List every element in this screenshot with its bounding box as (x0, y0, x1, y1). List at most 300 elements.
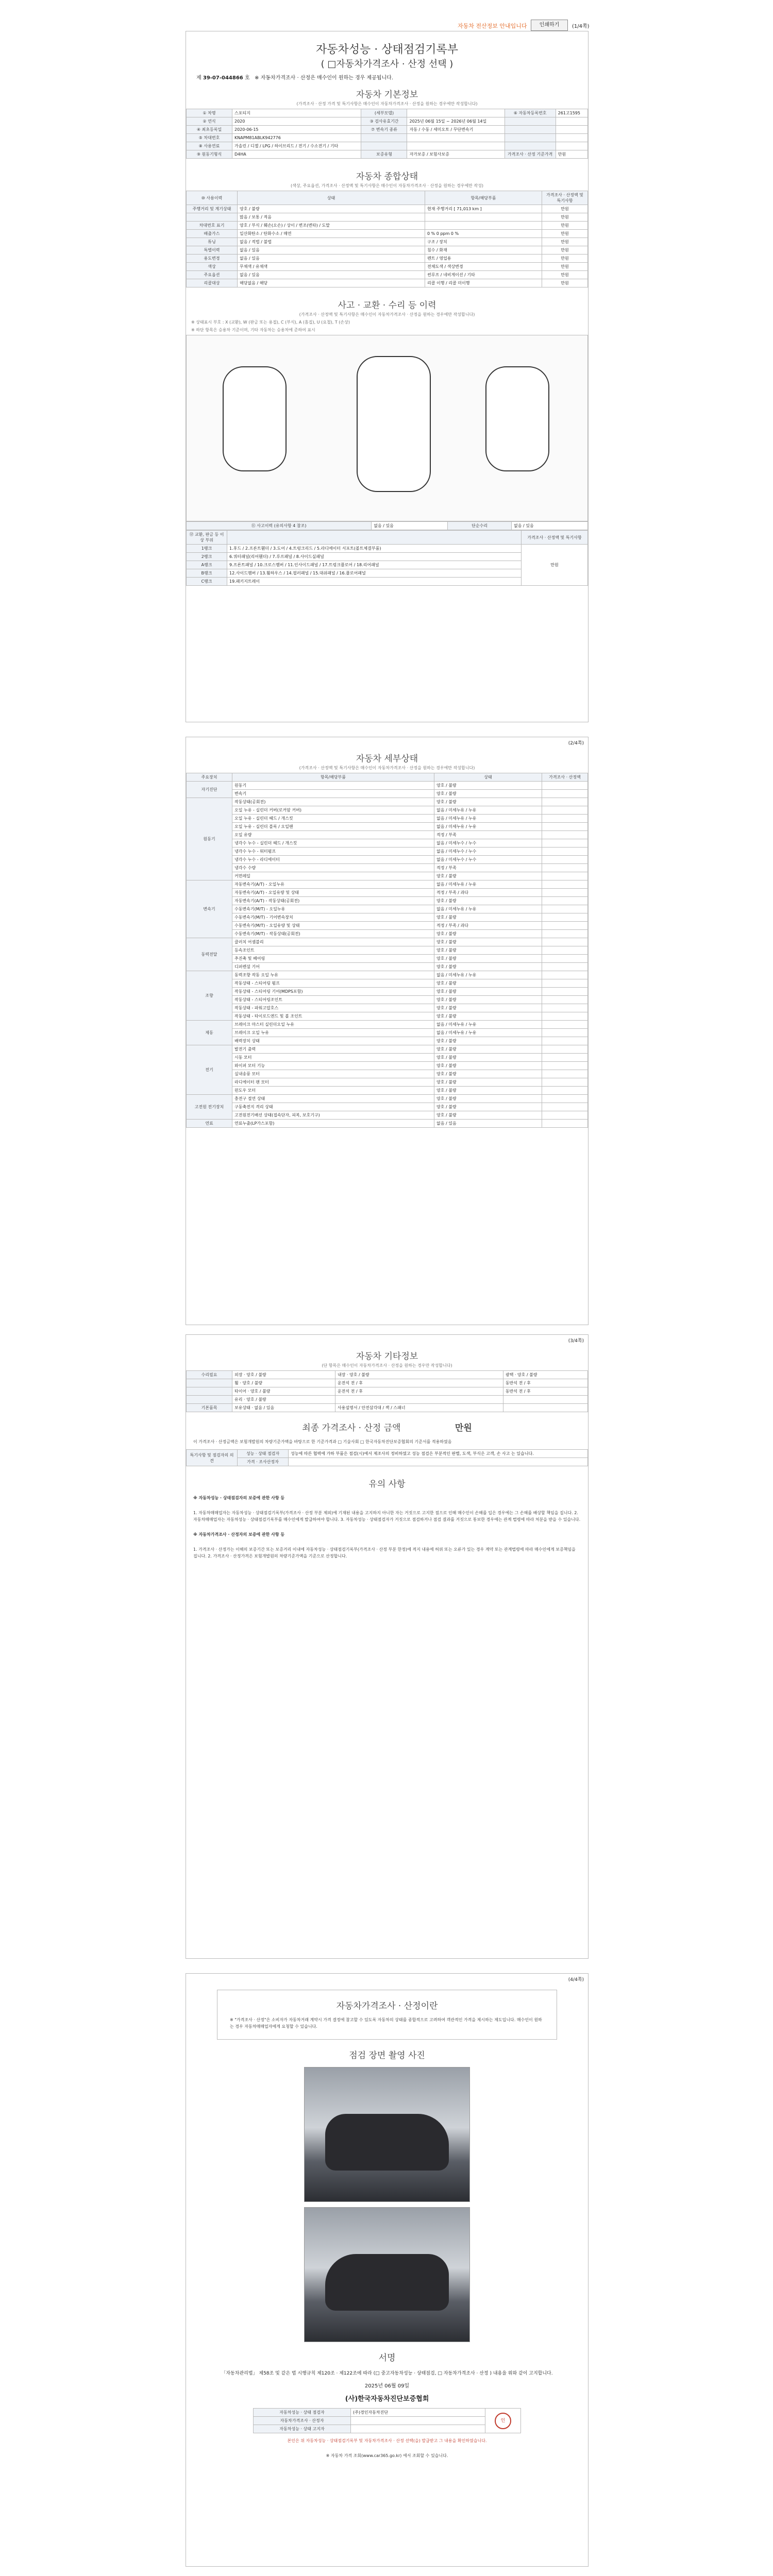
parts-rank: C랭크 (187, 578, 227, 586)
detail-price (542, 996, 588, 1004)
other-sub: (단 항목은 매수인이 자동차가격조사 · 산정을 원하는 경우만 작성합니다) (322, 1363, 452, 1368)
notes-body-1: 1. 자동차매매업자는 자동차성능 · 상태점검기록부(가격조사 · 산정 부분 제외)에 기재된 내용을 고지하지 아니한 자는 거짓으로 고지한 점으로 인해 매수인이 손해를 입은 경우에는 그 손해를 배상할 책임을 집니다. 2. 자동차매매업자는 자동차성능 · 상태점검기록부를 매수인에게 발급하여야 합니다. 3. 자동차성능 · 상태점검자가 거짓으로 점검하거나 점검 결과를 거짓으로 통보한 경우에는 관계 법령에 따라 처분을 받을 수 있습니다. (193, 1511, 581, 1522)
other-label (187, 1379, 232, 1387)
detail-item: 디퍼렌셜 기어 (232, 963, 434, 971)
detail-group: 전기 (187, 1045, 232, 1095)
price-explain-desc: ※ "가격조사 · 산정"은 소비자가 자동차거래 계약시 가격 결정에 참고할 수 있도록 자동차의 상태를 종합적으로 고려하여 객관적인 가격을 제시하는 제도입니다. 매수인이 원하는 경우 자동차매매업자에게 요청할 수 있습니다. (230, 2018, 542, 2029)
accident-legend: ※ 상태표시 부호 : X (교환), W (판금 또는 용접), C (부식), A (흠집), U (요철), T (손상) (191, 320, 350, 325)
detail-item: 추진축 및 베어링 (232, 955, 434, 963)
detail-price (542, 848, 588, 856)
official-stamp-icon: 인 (495, 2413, 511, 2429)
print-button[interactable]: 인쇄하기 (531, 20, 568, 31)
other-row (187, 1387, 588, 1396)
basic-label: ⑤ 차대번호 (187, 134, 232, 142)
detail-item: 냉각수 누수 - 실린더 헤드 / 개스킷 (232, 839, 434, 848)
basic-value-2: 2025년 06월 15일 ~ 2026년 06월 14일 (407, 117, 505, 126)
detail-item: 시동 모터 (232, 1054, 434, 1062)
status-item: 색상 (187, 263, 238, 271)
detail-item: 와이퍼 모터 기능 (232, 1062, 434, 1070)
detail-price (542, 988, 588, 996)
other-label: 기본품목 (187, 1404, 232, 1412)
other-a: 보유상태 · 없음 / 있음 (232, 1404, 335, 1412)
accident-table (186, 521, 588, 530)
detail-price (542, 782, 588, 790)
detail-row (187, 798, 588, 806)
detail-item: 연료누출(LP가스포함) (232, 1120, 434, 1128)
other-label (187, 1396, 232, 1404)
status-state: 없음 / 있음 (238, 255, 425, 263)
basic-value: KNAPM81ABLK942776 (232, 134, 361, 142)
detail-row (187, 946, 588, 955)
inspector-label-2: 성능 · 상태 점검자 (238, 1450, 289, 1458)
detail-row (187, 1095, 588, 1103)
detail-header-cell: 가격조사 · 산정액 (542, 773, 588, 782)
status-price: 만원 (542, 279, 588, 287)
accident-label-2: 단순수리 (448, 522, 512, 530)
other-b: 운전석 전 / 후 (335, 1379, 503, 1387)
detail-item: 오일 누유 - 실린더 커버(로커암 커버) (232, 806, 434, 815)
basic-label-2: ⑦ 변속기 종류 (361, 126, 407, 134)
status-header-cell: 항목/해당부품 (425, 191, 542, 205)
detail-state: 양호 / 불량 (434, 1037, 542, 1045)
detail-row (187, 1029, 588, 1037)
status-state: 없음 / 있음 (238, 271, 425, 279)
footer-note: 본인은 위 자동차성능 · 상태점검기록부 및 자동차가격조사 · 산정 선택(을) 발급받고 그 내용을 확인하였습니다. (287, 2438, 487, 2443)
detail-row (187, 839, 588, 848)
detail-item: 자동변속기(A/T) - 오일유량 및 상태 (232, 889, 434, 897)
detail-group: 원동기 (187, 798, 232, 880)
detail-state: 없음 / 미세누수 / 누수 (434, 856, 542, 864)
detail-state: 양호 / 불량 (434, 938, 542, 946)
detail-price (542, 938, 588, 946)
detail-state: 양호 / 불량 (434, 963, 542, 971)
detail-row (187, 988, 588, 996)
detail-item: 배력장치 상태 (232, 1037, 434, 1045)
inspector-table (186, 1449, 588, 1466)
detail-row (187, 1103, 588, 1111)
detail-state: 없음 / 미세누유 / 누유 (434, 806, 542, 815)
other-b: 내장 · 양호 / 불량 (335, 1371, 503, 1379)
parts-row (187, 545, 588, 553)
status-state: 없음 / 있음 (238, 246, 425, 255)
detail-price (542, 963, 588, 971)
status-title: 자동차 종합상태 (356, 172, 418, 182)
detail-state: 없음 / 미세누수 / 누수 (434, 848, 542, 856)
inspector-label-3: 가격 · 조사산정자 (238, 1458, 289, 1466)
detail-price (542, 1103, 588, 1111)
detail-price (542, 922, 588, 930)
detail-header-cell: 주요장치 (187, 773, 232, 782)
detail-state: 양호 / 불량 (434, 1087, 542, 1095)
parts-table (186, 530, 588, 586)
detail-state: 적정 / 부족 / 과다 (434, 922, 542, 930)
detail-item: 오일 유량 (232, 831, 434, 839)
detail-item: 냉각수 누수 - 워터펌프 (232, 848, 434, 856)
detail-price (542, 1054, 588, 1062)
detail-price (542, 815, 588, 823)
basic-value-2: 자가보증 / 보험사보증 (407, 150, 505, 159)
signer-value (351, 2425, 485, 2433)
basic-value-3: 261고1595 (556, 109, 587, 117)
detail-price (542, 839, 588, 848)
accident-note: ※ 하단 항목은 승용차 기준이며, 기타 자동차는 승용차에 준하여 표시 (191, 328, 315, 332)
detail-state: 없음 / 미세누유 / 누유 (434, 1029, 542, 1037)
detail-group: 연료 (187, 1120, 232, 1128)
other-b: 운전석 전 / 후 (335, 1387, 503, 1396)
status-detail: 전체도색 / 색상변경 (425, 263, 542, 271)
detail-item: 냉각수 누수 - 라디에이터 (232, 856, 434, 864)
status-detail (425, 222, 542, 230)
detail-state: 없음 / 미세누유 / 누유 (434, 1021, 542, 1029)
detail-state: 없음 / 미세누유 / 누유 (434, 815, 542, 823)
detail-group: 자기진단 (187, 782, 232, 798)
detail-state: 양호 / 불량 (434, 1095, 542, 1103)
detail-item: 등속조인트 (232, 946, 434, 955)
stamp-cell (485, 2409, 521, 2433)
other-row (187, 1379, 588, 1387)
info-link[interactable]: 자동차 전산정보 안내입니다 (458, 23, 527, 29)
status-item: 주행거리 및 계기상태 (187, 205, 238, 213)
signer-row (254, 2425, 521, 2433)
record-title: 자동차성능 · 상태점검기록부 (315, 43, 458, 56)
detail-item: 동력조향 작동 오일 누유 (232, 971, 434, 979)
basic-row (187, 142, 588, 150)
footer-note-2: ※ 자동차 가격 조회(www.car365.go.kr) 에서 조회할 수 있습니다. (326, 2453, 448, 2458)
detail-row (187, 823, 588, 831)
detail-state: 양호 / 불량 (434, 897, 542, 905)
detail-row (187, 922, 588, 930)
detail-row (187, 1062, 588, 1070)
basic-row (187, 134, 588, 142)
status-item: 특별이력 (187, 246, 238, 255)
detail-item: 수동변속기(M/T) - 오일누유 (232, 905, 434, 913)
detail-item: 작동상태 - 스티어링조인트 (232, 996, 434, 1004)
basic-value-2 (407, 134, 505, 142)
basic-value-2 (407, 142, 505, 150)
basic-label-3 (505, 134, 556, 142)
detail-state: 양호 / 불량 (434, 798, 542, 806)
basic-info-table (186, 109, 588, 159)
detail-item: 작동상태 - 타이로드엔드 및 볼 조인트 (232, 1012, 434, 1021)
signer-row (254, 2417, 521, 2425)
detail-state: 양호 / 불량 (434, 955, 542, 963)
detail-state: 양호 / 불량 (434, 1103, 542, 1111)
detail-row (187, 790, 588, 798)
detail-item: 작동상태 - 파워고압호스 (232, 1004, 434, 1012)
detail-row (187, 831, 588, 839)
basic-label: ① 차명 (187, 109, 232, 117)
accident-row (187, 522, 588, 530)
other-label: 수리필요 (187, 1371, 232, 1379)
basic-label: ⑨ 원동기형식 (187, 150, 232, 159)
detail-row (187, 782, 588, 790)
detail-row (187, 1111, 588, 1120)
status-state: 양호 / 부식 / 훼손(오손) / 상이 / 변조(변타) / 도말 (238, 222, 425, 230)
detail-price (542, 979, 588, 988)
detail-row (187, 1070, 588, 1078)
detail-state: 적정 / 부족 (434, 831, 542, 839)
other-c (503, 1404, 587, 1412)
detail-state: 양호 / 불량 (434, 782, 542, 790)
detail-price (542, 913, 588, 922)
accident-value: 없음 / 있음 (372, 522, 448, 530)
detail-price (542, 905, 588, 913)
basic-info-title: 자동차 기본정보 (356, 90, 418, 100)
detail-price (542, 1095, 588, 1103)
status-price: 만원 (542, 205, 588, 213)
inspector-label: 특기사항 및 점검자의 의견 (187, 1450, 238, 1466)
detail-price (542, 1111, 588, 1120)
basic-row (187, 117, 588, 126)
other-a: 휠 · 양호 / 불량 (232, 1379, 335, 1387)
status-row (187, 279, 588, 287)
signer-label: 자동차성능 · 상태 점검자 (254, 2409, 351, 2417)
basic-value-3 (556, 142, 587, 150)
basic-value-3: 만원 (556, 150, 587, 159)
basic-row (187, 109, 588, 117)
status-row (187, 263, 588, 271)
detail-state: 양호 / 불량 (434, 979, 542, 988)
detail-price (542, 889, 588, 897)
record-subtitle: ( □자동차가격조사 · 산정 선택 ) (321, 59, 453, 70)
status-detail: 침수 / 화재 (425, 246, 542, 255)
detail-header-cell: 항목/해당부품 (232, 773, 434, 782)
page-counter: (1/4쪽) (572, 24, 590, 29)
detail-row (187, 1012, 588, 1021)
detail-state: 양호 / 불량 (434, 1004, 542, 1012)
status-row (187, 238, 588, 246)
detail-price (542, 1045, 588, 1054)
detail-state: 양호 / 불량 (434, 913, 542, 922)
detail-price (542, 955, 588, 963)
detail-price (542, 790, 588, 798)
detail-price (542, 1087, 588, 1095)
signer-label: 자동차성능 · 상태 고지자 (254, 2425, 351, 2433)
basic-label: ② 연식 (187, 117, 232, 126)
status-price: 만원 (542, 246, 588, 255)
detail-row (187, 938, 588, 946)
car-diagram (186, 335, 588, 521)
status-price: 만원 (542, 222, 588, 230)
basic-label-3 (505, 126, 556, 134)
detail-price (542, 831, 588, 839)
detail-group: 제동 (187, 1021, 232, 1045)
status-header-cell: 가격조사 · 산정액 및 특기사항 (542, 191, 588, 205)
car-left-icon (223, 366, 287, 471)
status-item (187, 213, 238, 222)
status-header-cell: 상태 (238, 191, 425, 205)
detail-item: 원동기 (232, 782, 434, 790)
detail-price (542, 1029, 588, 1037)
detail-state: 없음 / 미세누유 / 누유 (434, 823, 542, 831)
status-row (187, 271, 588, 279)
status-state: 무채색 / 유채색 (238, 263, 425, 271)
basic-row (187, 150, 588, 159)
detail-price (542, 930, 588, 938)
other-b: 사용설명서 / 안전삼각대 / 잭 / 스패너 (335, 1404, 503, 1412)
detail-row (187, 872, 588, 880)
status-item: 차대번호 표기 (187, 222, 238, 230)
basic-value: 2020 (232, 117, 361, 126)
detail-state: 양호 / 불량 (434, 790, 542, 798)
detail-price (542, 1120, 588, 1128)
accident-title: 사고 · 교환 · 수리 등 이력 (338, 300, 436, 311)
status-row (187, 230, 588, 238)
parts-rank: B랭크 (187, 569, 227, 578)
detail-price (542, 880, 588, 889)
status-row (187, 213, 588, 222)
other-a: 외장 · 양호 / 불량 (232, 1371, 335, 1379)
basic-label: ⑧ 사용연료 (187, 142, 232, 150)
other-label (187, 1387, 232, 1396)
basic-info-sub: (가격조사 · 산정 가격 및 특기사항은 매수인이 자동차가격조사 · 산정을 원하는 경우에만 작성합니다) (296, 101, 478, 106)
detail-row (187, 963, 588, 971)
detail-row (187, 1087, 588, 1095)
page-2-counter: (2/4쪽) (568, 741, 584, 746)
signer-row (254, 2409, 521, 2417)
detail-item: 수동변속기(M/T) - 오일유량 및 상태 (232, 922, 434, 930)
detail-state: 양호 / 불량 (434, 1045, 542, 1054)
detail-row (187, 848, 588, 856)
accident-label: ⑪ 사고이력 (유의사항 4 참조) (187, 522, 372, 530)
detail-header-cell: 상태 (434, 773, 542, 782)
detail-price (542, 798, 588, 806)
detail-item: 변속기 (232, 790, 434, 798)
status-price: 만원 (542, 238, 588, 246)
detail-table (186, 773, 588, 1128)
detail-state: 없음 / 미세누수 / 누수 (434, 839, 542, 848)
detail-row (187, 905, 588, 913)
detail-row (187, 1004, 588, 1012)
car-top-icon (357, 356, 431, 492)
status-state: 양호 / 불량 (238, 205, 425, 213)
basic-label-3 (505, 142, 556, 150)
page-1 (186, 31, 589, 722)
basic-value-3 (556, 126, 587, 134)
status-item: 주요옵션 (187, 271, 238, 279)
other-row (187, 1404, 588, 1412)
other-a: 타이어 · 양호 / 불량 (232, 1387, 335, 1396)
basic-row (187, 126, 588, 134)
other-c: 동반석 전 / 후 (503, 1379, 587, 1387)
price-explain-title: 자동차가격조사 · 산정이란 (336, 2001, 438, 2011)
detail-price (542, 946, 588, 955)
other-a: 유리 · 양호 / 불량 (232, 1396, 335, 1404)
status-item: 튜닝 (187, 238, 238, 246)
detail-state: 양호 / 불량 (434, 1070, 542, 1078)
detail-row (187, 913, 588, 922)
status-row (187, 205, 588, 213)
notes-title: 유의 사항 (368, 1479, 406, 1489)
basic-label: ④ 최초등록일 (187, 126, 232, 134)
detail-item: 실내송풍 모터 (232, 1070, 434, 1078)
status-price: 만원 (542, 230, 588, 238)
detail-price (542, 971, 588, 979)
detail-row (187, 930, 588, 938)
detail-title: 자동차 세부상태 (356, 754, 418, 764)
detail-row (187, 889, 588, 897)
detail-row (187, 1078, 588, 1087)
detail-item: 고전원전기배선 상태(접속단자, 피복, 보호기구) (232, 1111, 434, 1120)
status-row (187, 255, 588, 263)
basic-value: 2020-06-15 (232, 126, 361, 134)
price-explain-box (217, 1990, 557, 2040)
detail-row (187, 955, 588, 963)
status-state: 많음 / 보통 / 적음 (238, 213, 425, 222)
detail-row (187, 1120, 588, 1128)
detail-price (542, 1070, 588, 1078)
basic-value-3 (556, 117, 587, 126)
parts-header-cell: ⑫ 교환, 판금 등 이상 부위 (187, 531, 227, 545)
detail-price (542, 897, 588, 905)
accident-sub: (가격조사 · 산정액 및 특기사항은 매수인이 자동차가격조사 · 산정을 원하는 경우에만 작성합니다) (299, 312, 475, 317)
status-state: 없음 / 적법 / 불법 (238, 238, 425, 246)
detail-price (542, 1037, 588, 1045)
detail-item: 브레이크 오일 누유 (232, 1029, 434, 1037)
signer-table (253, 2408, 521, 2433)
status-price: 만원 (542, 213, 588, 222)
detail-item: 클러치 어셈블리 (232, 938, 434, 946)
detail-row (187, 971, 588, 979)
status-price: 만원 (542, 255, 588, 263)
detail-row (187, 1045, 588, 1054)
basic-label-2: ③ 검사유효기간 (361, 117, 407, 126)
basic-label-2 (361, 142, 407, 150)
detail-state: 양호 / 불량 (434, 996, 542, 1004)
parts-items: 19.패키지트레이 (227, 578, 522, 586)
detail-item: 커먼레일 (232, 872, 434, 880)
other-c: 동반석 전 / 후 (503, 1387, 587, 1396)
page-4-counter: (4/4쪽) (568, 1977, 584, 1982)
notes-head-2: ※ 자동차가격조사 · 산정자의 보증에 관한 사항 등 (193, 1532, 285, 1537)
company-name: (사)한국자동차진단보증협회 (345, 2395, 429, 2403)
detail-row (187, 806, 588, 815)
detail-price (542, 872, 588, 880)
status-header-cell: ⑩ 사용이력 (187, 191, 238, 205)
parts-header-cell (227, 531, 522, 545)
status-detail: 렌트 / 영업용 (425, 255, 542, 263)
detail-price (542, 856, 588, 864)
final-price-note: 이 가격조사 · 산정금액은 보험개발원의 차량기준가액을 바탕으로 한 기준가격과 □ 기술사회 □ 한국자동차진단보증협회의 기준서를 적용하였음 (193, 1439, 452, 1444)
detail-state: 양호 / 불량 (434, 988, 542, 996)
detail-item: 작동상태 - 스티어링 기어(MDPS포함) (232, 988, 434, 996)
status-item: 리콜대상 (187, 279, 238, 287)
detail-row (187, 1037, 588, 1045)
basic-label-3: ⑥ 자동차등록번호 (505, 109, 556, 117)
detail-state: 양호 / 불량 (434, 1012, 542, 1021)
detail-state: 적정 / 부족 / 과다 (434, 889, 542, 897)
status-item: 용도변경 (187, 255, 238, 263)
other-table (186, 1370, 588, 1412)
detail-item: 라디에이터 팬 모터 (232, 1078, 434, 1087)
status-item: 배출가스 (187, 230, 238, 238)
detail-item: 오일 누유 - 실린더 헤드 / 개스킷 (232, 815, 434, 823)
basic-label-3 (505, 117, 556, 126)
notes-head-1: ※ 자동차성능 · 상태점검자의 보증에 관한 사항 등 (193, 1496, 285, 1500)
detail-row (187, 864, 588, 872)
detail-row (187, 996, 588, 1004)
basic-value: 스포티지 (232, 109, 361, 117)
detail-state: 적정 / 부족 (434, 864, 542, 872)
status-price: 만원 (542, 271, 588, 279)
status-detail: 0 % 0 ppm 0 % (425, 230, 542, 238)
basic-label-2: (세부모델) (361, 109, 407, 117)
detail-row (187, 1054, 588, 1062)
detail-item: 작동상태 - 스티어링 펌프 (232, 979, 434, 988)
detail-item: 수동변속기(M/T) - 작동상태(공회전) (232, 930, 434, 938)
parts-rank: A랭크 (187, 561, 227, 569)
basic-label-2: 보증유형 (361, 150, 407, 159)
